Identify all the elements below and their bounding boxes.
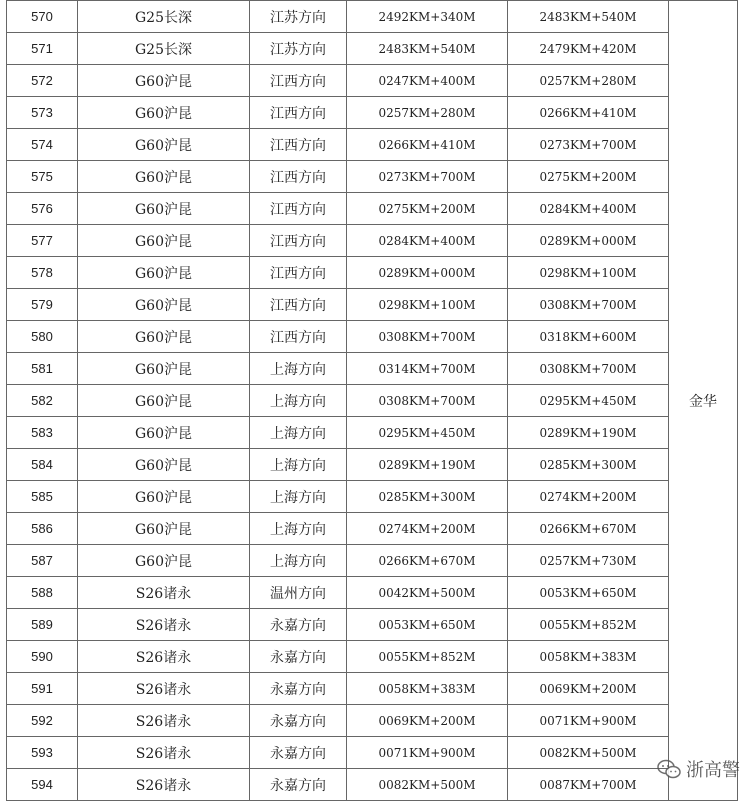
row-number-cell: 575 <box>7 161 78 193</box>
row-number-cell: 573 <box>7 97 78 129</box>
road-name-cell: G60沪昆 <box>78 481 250 513</box>
row-number-cell: 585 <box>7 481 78 513</box>
row-number-cell: 576 <box>7 193 78 225</box>
watermark <box>656 756 740 782</box>
road-name-cell: S26诸永 <box>78 673 250 705</box>
start-stake-cell: 0266KM+670M <box>347 545 508 577</box>
start-stake-cell: 0257KM+280M <box>347 97 508 129</box>
road-name-cell: G25长深 <box>78 33 250 65</box>
table-row <box>7 257 738 289</box>
start-stake-cell: 0071KM+900M <box>347 737 508 769</box>
row-number-cell: 590 <box>7 641 78 673</box>
table-row <box>7 353 738 385</box>
start-stake-cell: 0266KM+410M <box>347 129 508 161</box>
start-stake-cell: 0273KM+700M <box>347 161 508 193</box>
end-stake-cell: 0257KM+730M <box>508 545 669 577</box>
table-row <box>7 289 738 321</box>
row-number-cell: 589 <box>7 609 78 641</box>
start-stake-cell: 0042KM+500M <box>347 577 508 609</box>
table-row <box>7 769 738 801</box>
end-stake-cell: 0308KM+700M <box>508 353 669 385</box>
table-row <box>7 321 738 353</box>
row-number-cell: 577 <box>7 225 78 257</box>
end-stake-cell: 0295KM+450M <box>508 385 669 417</box>
direction-cell: 江西方向 <box>250 225 347 257</box>
start-stake-cell: 0308KM+700M <box>347 321 508 353</box>
direction-cell: 江西方向 <box>250 161 347 193</box>
end-stake-cell: 0266KM+410M <box>508 97 669 129</box>
row-number-cell: 592 <box>7 705 78 737</box>
table-row <box>7 129 738 161</box>
road-name-cell: G60沪昆 <box>78 513 250 545</box>
start-stake-cell: 0314KM+700M <box>347 353 508 385</box>
end-stake-cell: 0285KM+300M <box>508 449 669 481</box>
start-stake-cell: 0295KM+450M <box>347 417 508 449</box>
row-number-cell: 587 <box>7 545 78 577</box>
road-name-cell: G60沪昆 <box>78 161 250 193</box>
road-name-cell: G60沪昆 <box>78 193 250 225</box>
table-row <box>7 481 738 513</box>
direction-cell: 江西方向 <box>250 321 347 353</box>
end-stake-cell: 0257KM+280M <box>508 65 669 97</box>
start-stake-cell: 0274KM+200M <box>347 513 508 545</box>
direction-cell: 江西方向 <box>250 257 347 289</box>
table-row <box>7 193 738 225</box>
end-stake-cell: 2479KM+420M <box>508 33 669 65</box>
start-stake-cell: 0069KM+200M <box>347 705 508 737</box>
direction-cell: 永嘉方向 <box>250 673 347 705</box>
road-name-cell: G60沪昆 <box>78 225 250 257</box>
end-stake-cell: 0058KM+383M <box>508 641 669 673</box>
row-number-cell: 571 <box>7 33 78 65</box>
direction-cell: 江苏方向 <box>250 33 347 65</box>
row-number-cell: 586 <box>7 513 78 545</box>
direction-cell: 温州方向 <box>250 577 347 609</box>
end-stake-cell: 0289KM+000M <box>508 225 669 257</box>
row-number-cell: 581 <box>7 353 78 385</box>
direction-cell: 永嘉方向 <box>250 641 347 673</box>
direction-cell: 江西方向 <box>250 129 347 161</box>
road-name-cell: S26诸永 <box>78 641 250 673</box>
start-stake-cell: 0308KM+700M <box>347 385 508 417</box>
table-row <box>7 609 738 641</box>
road-name-cell: G60沪昆 <box>78 289 250 321</box>
direction-cell: 永嘉方向 <box>250 609 347 641</box>
table-row <box>7 385 738 417</box>
end-stake-cell: 0289KM+190M <box>508 417 669 449</box>
end-stake-cell: 0266KM+670M <box>508 513 669 545</box>
table-row <box>7 705 738 737</box>
direction-cell: 永嘉方向 <box>250 737 347 769</box>
road-name-cell: S26诸永 <box>78 577 250 609</box>
start-stake-cell: 0298KM+100M <box>347 289 508 321</box>
direction-cell: 上海方向 <box>250 545 347 577</box>
start-stake-cell: 2492KM+340M <box>347 1 508 33</box>
start-stake-cell: 0082KM+500M <box>347 769 508 801</box>
table-row <box>7 417 738 449</box>
row-number-cell: 594 <box>7 769 78 801</box>
start-stake-cell: 0285KM+300M <box>347 481 508 513</box>
row-number-cell: 580 <box>7 321 78 353</box>
start-stake-cell: 0284KM+400M <box>347 225 508 257</box>
table-row <box>7 161 738 193</box>
direction-cell: 江苏方向 <box>250 1 347 33</box>
direction-cell: 江西方向 <box>250 65 347 97</box>
row-number-cell: 572 <box>7 65 78 97</box>
table-row <box>7 513 738 545</box>
row-number-cell: 588 <box>7 577 78 609</box>
end-stake-cell: 0071KM+900M <box>508 705 669 737</box>
table-row <box>7 449 738 481</box>
table-body <box>7 1 738 801</box>
road-name-cell: G60沪昆 <box>78 545 250 577</box>
road-name-cell: S26诸永 <box>78 737 250 769</box>
direction-cell: 上海方向 <box>250 481 347 513</box>
direction-cell: 永嘉方向 <box>250 769 347 801</box>
direction-cell: 上海方向 <box>250 385 347 417</box>
end-stake-cell: 0274KM+200M <box>508 481 669 513</box>
start-stake-cell: 0275KM+200M <box>347 193 508 225</box>
row-number-cell: 570 <box>7 1 78 33</box>
start-stake-cell: 2483KM+540M <box>347 33 508 65</box>
end-stake-cell: 0273KM+700M <box>508 129 669 161</box>
road-section-table <box>6 0 738 801</box>
start-stake-cell: 0055KM+852M <box>347 641 508 673</box>
table-row <box>7 545 738 577</box>
end-stake-cell: 0308KM+700M <box>508 289 669 321</box>
start-stake-cell: 0247KM+400M <box>347 65 508 97</box>
direction-cell: 江西方向 <box>250 97 347 129</box>
direction-cell: 上海方向 <box>250 513 347 545</box>
table-row <box>7 33 738 65</box>
road-name-cell: S26诸永 <box>78 705 250 737</box>
start-stake-cell: 0053KM+650M <box>347 609 508 641</box>
row-number-cell: 584 <box>7 449 78 481</box>
end-stake-cell: 0055KM+852M <box>508 609 669 641</box>
direction-cell: 上海方向 <box>250 353 347 385</box>
row-number-cell: 582 <box>7 385 78 417</box>
end-stake-cell: 2483KM+540M <box>508 1 669 33</box>
table-row <box>7 225 738 257</box>
end-stake-cell: 0053KM+650M <box>508 577 669 609</box>
end-stake-cell: 0082KM+500M <box>508 737 669 769</box>
road-name-cell: G60沪昆 <box>78 97 250 129</box>
road-name-cell: S26诸永 <box>78 609 250 641</box>
end-stake-cell: 0087KM+700M <box>508 769 669 801</box>
start-stake-cell: 0058KM+383M <box>347 673 508 705</box>
road-name-cell: G60沪昆 <box>78 65 250 97</box>
direction-cell: 上海方向 <box>250 449 347 481</box>
city-cell: 金华 <box>669 1 738 801</box>
start-stake-cell: 0289KM+190M <box>347 449 508 481</box>
end-stake-cell: 0284KM+400M <box>508 193 669 225</box>
direction-cell: 上海方向 <box>250 417 347 449</box>
start-stake-cell: 0289KM+000M <box>347 257 508 289</box>
table-row <box>7 97 738 129</box>
road-name-cell: G60沪昆 <box>78 417 250 449</box>
end-stake-cell: 0318KM+600M <box>508 321 669 353</box>
table-row <box>7 673 738 705</box>
road-name-cell: G60沪昆 <box>78 321 250 353</box>
direction-cell: 江西方向 <box>250 193 347 225</box>
watermark-text: 浙高警 <box>686 760 740 781</box>
row-number-cell: 578 <box>7 257 78 289</box>
row-number-cell: 591 <box>7 673 78 705</box>
end-stake-cell: 0069KM+200M <box>508 673 669 705</box>
road-name-cell: S26诸永 <box>78 769 250 801</box>
row-number-cell: 583 <box>7 417 78 449</box>
road-name-cell: G60沪昆 <box>78 257 250 289</box>
row-number-cell: 579 <box>7 289 78 321</box>
row-number-cell: 593 <box>7 737 78 769</box>
road-name-cell: G60沪昆 <box>78 353 250 385</box>
direction-cell: 永嘉方向 <box>250 705 347 737</box>
wechat-icon <box>656 758 682 780</box>
table-row <box>7 1 738 33</box>
table-row <box>7 737 738 769</box>
row-number-cell: 574 <box>7 129 78 161</box>
table-row <box>7 65 738 97</box>
road-name-cell: G60沪昆 <box>78 449 250 481</box>
road-name-cell: G25长深 <box>78 1 250 33</box>
table-row <box>7 641 738 673</box>
table-row <box>7 577 738 609</box>
direction-cell: 江西方向 <box>250 289 347 321</box>
road-name-cell: G60沪昆 <box>78 385 250 417</box>
end-stake-cell: 0275KM+200M <box>508 161 669 193</box>
end-stake-cell: 0298KM+100M <box>508 257 669 289</box>
road-name-cell: G60沪昆 <box>78 129 250 161</box>
